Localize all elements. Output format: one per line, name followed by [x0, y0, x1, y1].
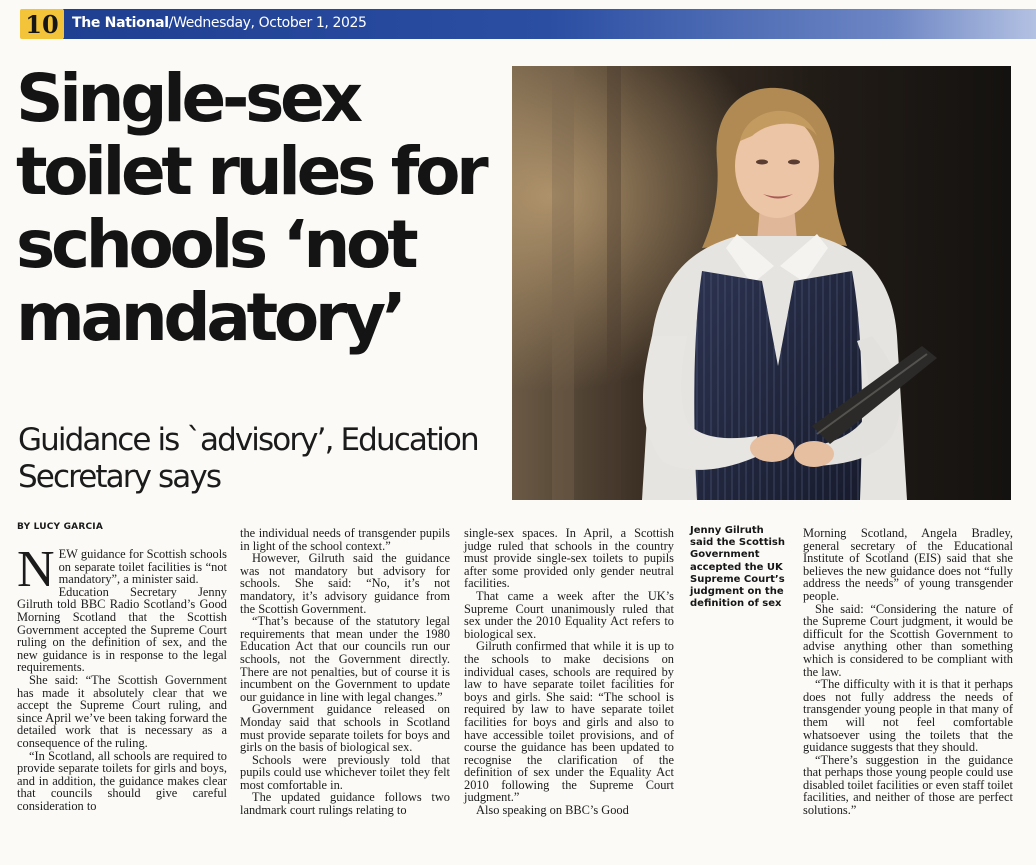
paragraph: That came a week after the UK’s Supreme Court unanimously ruled that sex under the 2010 Equality Act refers to biological sex.	[464, 588, 674, 641]
headline: Single-sex toilet rules for schools ‘not mandatory’	[16, 60, 485, 356]
paragraph: “In Scotland, all schools are required to provide separate toilets for girls and boys, and in addition, the guidance makes clear that councils should give careful consideration to	[17, 748, 227, 813]
article-photo	[512, 66, 1011, 500]
paragraph: Government guidance released on Monday said that schools in Scotland must provide separate toilets for boys and girls on the basis of biological sex.	[240, 702, 450, 755]
publication-date: /Wednesday, October 1, 2025	[168, 15, 367, 31]
paragraph	[17, 541, 227, 598]
paragraph: “There’s suggestion in the guidance that perhaps those young people could use disabled toilet facilities or even staff toilet facilities, and neither of those are perfect solutions.”	[803, 752, 1013, 818]
article-column-4	[803, 527, 1013, 817]
byline: BY LUCY GARCIA	[17, 522, 103, 532]
publication-name: The National	[72, 15, 169, 31]
paragraph: The updated guidance follows two landmark court rulings relating to	[240, 790, 450, 818]
subheadline: Guidance is `advisory’, Education Secretary says	[18, 422, 478, 495]
page-header	[0, 0, 1036, 46]
paragraph: Schools were previously told that pupils could use whichever toilet they felt most comfortable in.	[240, 752, 450, 792]
paragraph: “The difficulty with it is that it perhaps does not fully address the needs of transgender young people in that many of them will not feel comfortable whatsoever using the toilets that the guidance suggests that they should.	[803, 677, 1013, 755]
lead-paragraph: EW guidance for Scottish schools on separate toilet facilities is “not mandatory”, a minister said.	[58, 547, 227, 587]
paragraph: Also speaking on BBC’s Good	[476, 803, 629, 818]
paragraph: Gilruth confirmed that while it is up to the schools to make decisions on individual cases, schools are required by law to have separate toilet facilities for boys and girls. She said: “The school is required by law to have separate toilet facilities for boys and girls and also to have accessible toilet provisions, and of course the guidance has been updated to recognise the clarification of the definition of sex under the Equality Act 2010 following the Supreme Court judgment.”	[464, 639, 674, 805]
paragraph: Morning Scotland, Angela Bradley, general secretary of the Educational Institute of Scotland (EIS) said that she believes the new guidance does not “fully address the needs” of young transgender people.	[803, 526, 1013, 603]
article-column-2	[240, 527, 450, 817]
paragraph: Education Secretary Jenny Gilruth told BBC Radio Scotland’s Good Morning Scotland that the Scottish Government accepted the Supreme Court ruling on the definition of sex, and the new guidance is in response to the legal requirements.	[17, 584, 227, 675]
paragraph: She said: “The Scottish Government has made it absolutely clear that we accept the Supreme Court ruling, and since April we’ve been taking forward the detailed work that is necessary as a consequence of the ruling.	[17, 672, 227, 750]
drop-cap: N	[17, 541, 55, 598]
photo-caption: Jenny Gilruth said the Scottish Government accepted the UK Supreme Court’s judgment on the definition of sex	[690, 525, 785, 610]
paragraph: the individual needs of transgender pupils in light of the school context.”	[240, 526, 450, 553]
publication-header	[72, 15, 367, 31]
paragraph: She said: “Considering the nature of the Supreme Court judgment, it would be difficult for the Scottish Government to advise anything other than something which is considered to be compliant with the law.	[803, 601, 1013, 679]
paragraph: However, Gilruth said the guidance was not mandatory but advisory for schools. She said: “No, it’s not mandatory, it’s advisory guidance from the Scottish Government.	[240, 551, 450, 616]
article-column-1	[17, 541, 227, 813]
page-number-badge: 10	[20, 9, 64, 39]
article-column-3	[464, 527, 674, 817]
paragraph: “That’s because of the statutory legal requirements that mean under the 1980 Education Act that our councils run our schools, not the Government directly. There are not penalties, but of course it is incumbent on the Government to update our guidance in line with legal changes.”	[240, 614, 450, 704]
paragraph: single-sex spaces. In April, a Scottish judge ruled that schools in the country must provide single-sex toilets to pupils after some provided only gender neutral facilities.	[464, 526, 674, 591]
portrait-illustration	[512, 66, 1011, 500]
